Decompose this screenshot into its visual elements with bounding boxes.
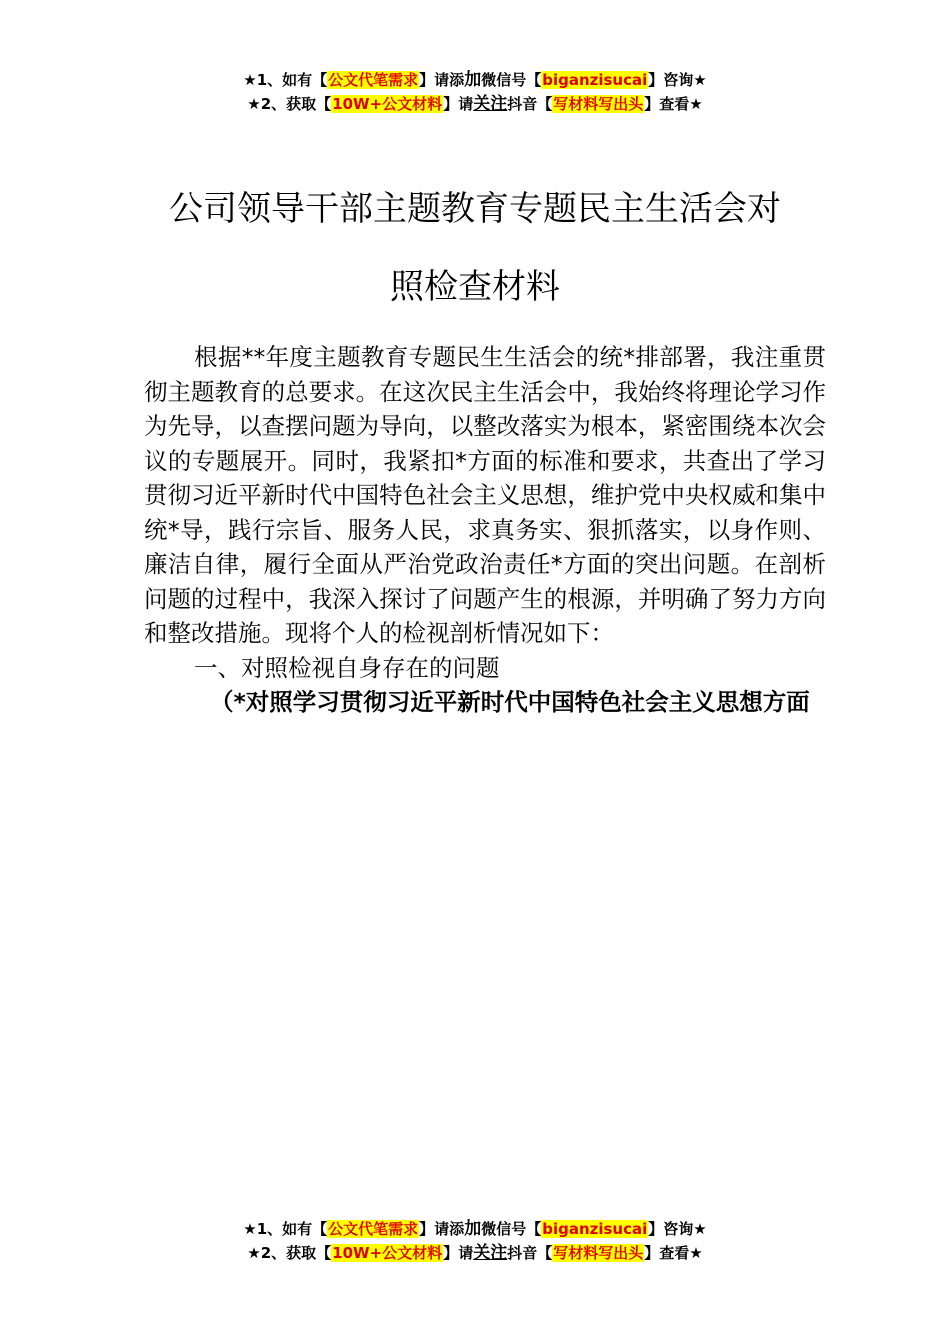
banner-text: 关注 bbox=[473, 94, 508, 114]
banner-text: 抖音【 bbox=[507, 1244, 553, 1262]
title-line-2: 照检查材料 bbox=[390, 267, 560, 307]
banner-text: 】请 bbox=[443, 95, 474, 113]
banner-text: 加 bbox=[464, 1219, 482, 1239]
banner-text: 微信号【 bbox=[481, 1220, 542, 1238]
banner-text: 】咨询★ bbox=[648, 71, 707, 89]
banner-text: 】请添 bbox=[419, 71, 465, 89]
banner-wechat-id: biganzisucai bbox=[542, 1220, 648, 1238]
intro-paragraph: 根据**年度主题教育专题民生生活会的统*排部署，我注重贯彻主题教育的总要求。在这次民主生活会中，我始终将理论学习作为先导，以查摆问题为导向，以整改落实为根本，紧密围绕本次会议的专题展开。同时，我紧扣*方面的标准和要求，共查出了学习贯彻习近平新时代中国特色社会主义思想，维护党中央权威和集中统*导，践行宗旨、服务人民，求真务实、狠抓落实，以身作则、廉洁自律，履行全面从严治党政治责任*方面的突出问题。在剖析问题的过程中，我深入探讨了问题产生的根源，并明确了努力方向和整改措施。现将个人的检视剖析情况如下： bbox=[144, 343, 826, 647]
banner-text: 抖音【 bbox=[507, 95, 553, 113]
banner-text: 关注 bbox=[473, 1243, 508, 1263]
banner-line-2 bbox=[0, 1241, 950, 1265]
banner-highlight: 10W+公文材料 bbox=[332, 95, 443, 113]
banner-text: ★1、如有【 bbox=[243, 1220, 328, 1238]
footer-banner bbox=[0, 1217, 950, 1265]
page-title bbox=[120, 170, 830, 326]
banner-line-1 bbox=[0, 1217, 950, 1241]
banner-text: 微信号【 bbox=[481, 71, 542, 89]
title-line-1: 公司领导干部主题教育专题民主生活会对 bbox=[169, 189, 781, 229]
banner-text: ★1、如有【 bbox=[243, 71, 328, 89]
document-body bbox=[144, 340, 826, 720]
banner-text: ★2、获取【 bbox=[247, 1244, 332, 1262]
banner-douyin-account: 写材料写出头 bbox=[553, 1244, 644, 1262]
banner-line-2 bbox=[0, 92, 950, 116]
banner-text: 】查看★ bbox=[644, 95, 703, 113]
section-heading-1: 一、对照检视自身存在的问题 bbox=[194, 653, 500, 682]
banner-text: 】请添 bbox=[419, 1220, 465, 1238]
banner-highlight: 10W+公文材料 bbox=[332, 1244, 443, 1262]
subsection-heading-1: （*对照学习贯彻习近平新时代中国特色社会主义思想方面 bbox=[210, 688, 810, 716]
banner-highlight: 公文代笔需求 bbox=[328, 1220, 419, 1238]
banner-text: 】请 bbox=[443, 1244, 474, 1262]
banner-text: 】咨询★ bbox=[648, 1220, 707, 1238]
header-banner bbox=[0, 68, 950, 116]
banner-highlight: 公文代笔需求 bbox=[328, 71, 419, 89]
banner-text: ★2、获取【 bbox=[247, 95, 332, 113]
banner-douyin-account: 写材料写出头 bbox=[553, 95, 644, 113]
banner-line-1 bbox=[0, 68, 950, 92]
banner-text: 】查看★ bbox=[644, 1244, 703, 1262]
banner-text: 加 bbox=[464, 70, 482, 90]
banner-wechat-id: biganzisucai bbox=[542, 71, 648, 89]
